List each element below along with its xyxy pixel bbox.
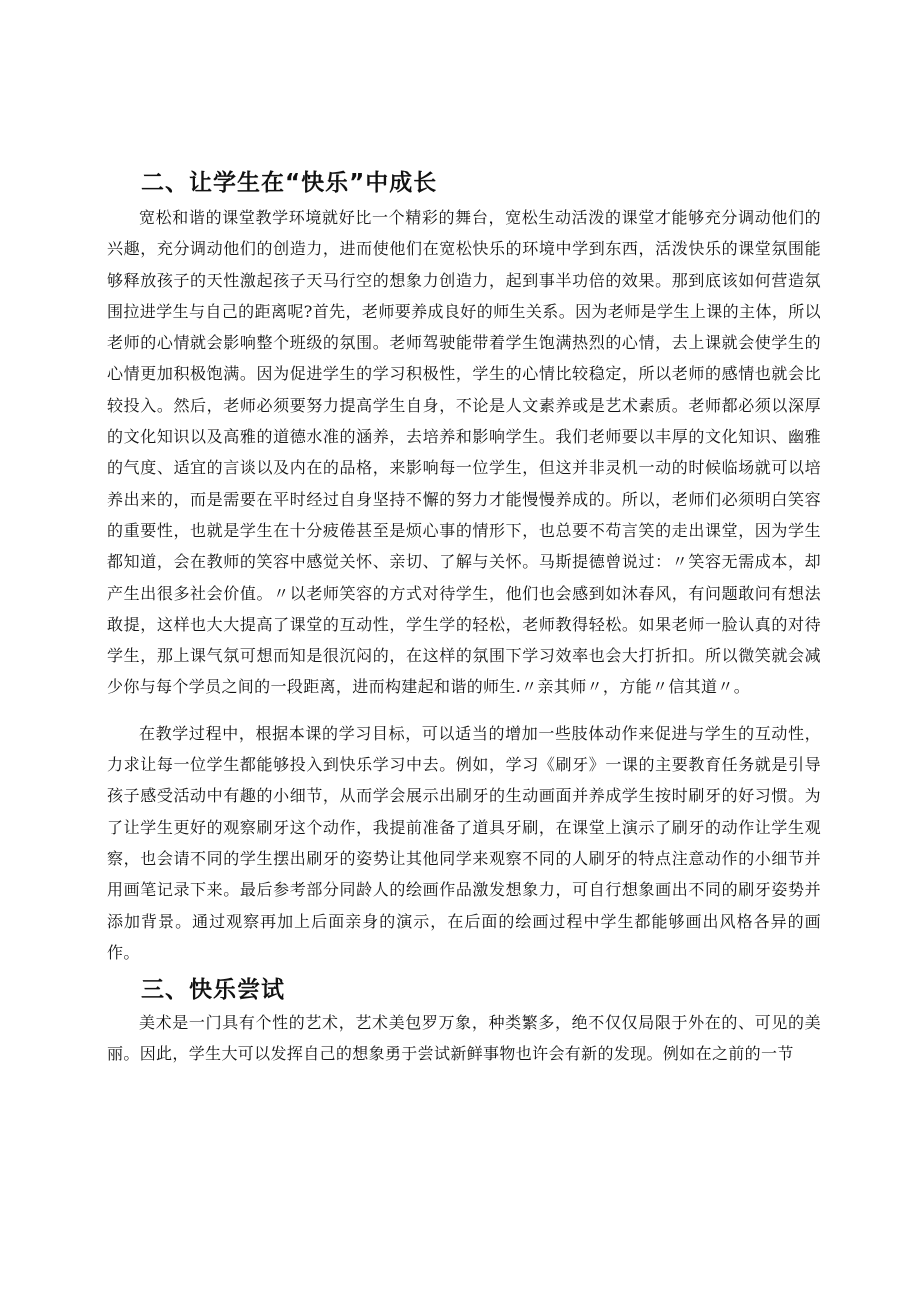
document-body bbox=[107, 166, 821, 1070]
section-3-paragraph-1: 美术是一门具有个性的艺术，艺术美包罗万象，种类繁多，绝不仅仅局限于外在的、可见的美丽。因此，学生大可以发挥自己的想象勇于尝试新鲜事物也许会有新的发现。例如在之前的一节 bbox=[107, 1013, 821, 1064]
section-2-paragraph-1: 宽松和谐的课堂教学环境就好比一个精彩的舞台，宽松生动活泼的课堂才能够充分调动他们的兴趣，充分调动他们的创造力，进而使他们在宽松快乐的环境中学到东西，活泼快乐的课堂氛围能够释放孩子的天性激起孩子天马行空的想象力创造力，起到事半功倍的效果。那到底该如何营造氛围拉进学生与自己的距离呢?首先，老师要养成良好的师生关系。因为老师是学生上课的主体，所以老师的心情就会影响整个班级的氛围。老师驾驶能带着学生饱满热烈的心情，去上课就会使学生的心情更加积极饱满。因为促进学生的学习积极性，学生的心情比较稳定，所以老师的感情也就会比较投入。然后，老师必须要努力提高学生自身，不论是人文素养或是艺术素质。老师都必须以深厚的文化知识以及高雅的道德水准的涵养，去培养和影响学生。我们老师要以丰厚的文化知识、幽雅的气度、适宜的言谈以及内在的品格，来影响每一位学生，但这并非灵机一动的时候临场就可以培养出来的，而是需要在平时经过自身坚持不懈的努力才能慢慢养成的。所以，老师们必须明白笑容的重要性，也就是学生在十分疲倦甚至是烦心事的情形下，也总要不苟言笑的走出课堂，因为学生都知道，会在教师的笑容中感觉关怀、亲切、了解与关怀。马斯提德曾说过：〃笑容无需成本，却产生出很多社会价值。〃以老师笑容的方式对待学生，他们也会感到如沐春风，有问题敢问有想法敢提，这样也大大提高了课堂的互动性，学生学的轻松，老师教得轻松。如果老师一脸认真的对待学生，那上课气氛可想而知是很沉闷的，在这样的氛围下学习效率也会大打折扣。所以微笑就会减少你与每个学员之间的一段距离，进而构建起和谐的师生.〃亲其师〃，方能〃信其道〃。 bbox=[107, 208, 821, 697]
section-2-paragraph-2: 在教学过程中，根据本课的学习目标，可以适当的增加一些肢体动作来促进与学生的互动性，力求让每一位学生都能够投入到快乐学习中去。例如，学习《刷牙》一课的主要教育任务就是引导孩子感受活动中有趣的小细节，从而学会展示出刷牙的生动画面并养成学生按时刷牙的好习惯。为了让学生更好的观察刷牙这个动作，我提前准备了道具牙刷，在课堂上演示了刷牙的动作让学生观察，也会请不同的学生摆出刷牙的姿势让其他同学来观察不同的人刷牙的特点注意动作的小细节并用画笔记录下来。最后参考部分同龄人的绘画作品激发想象力，可自行想象画出不同的刷牙姿势并添加背景。通过观察再加上后面亲身的演示，在后面的绘画过程中学生都能够画出风格各异的画作。 bbox=[107, 723, 821, 962]
section-2-heading: 二、让学生在“快乐”中成长 bbox=[141, 170, 438, 196]
section-3-heading: 三、快乐尝试 bbox=[141, 977, 285, 1004]
